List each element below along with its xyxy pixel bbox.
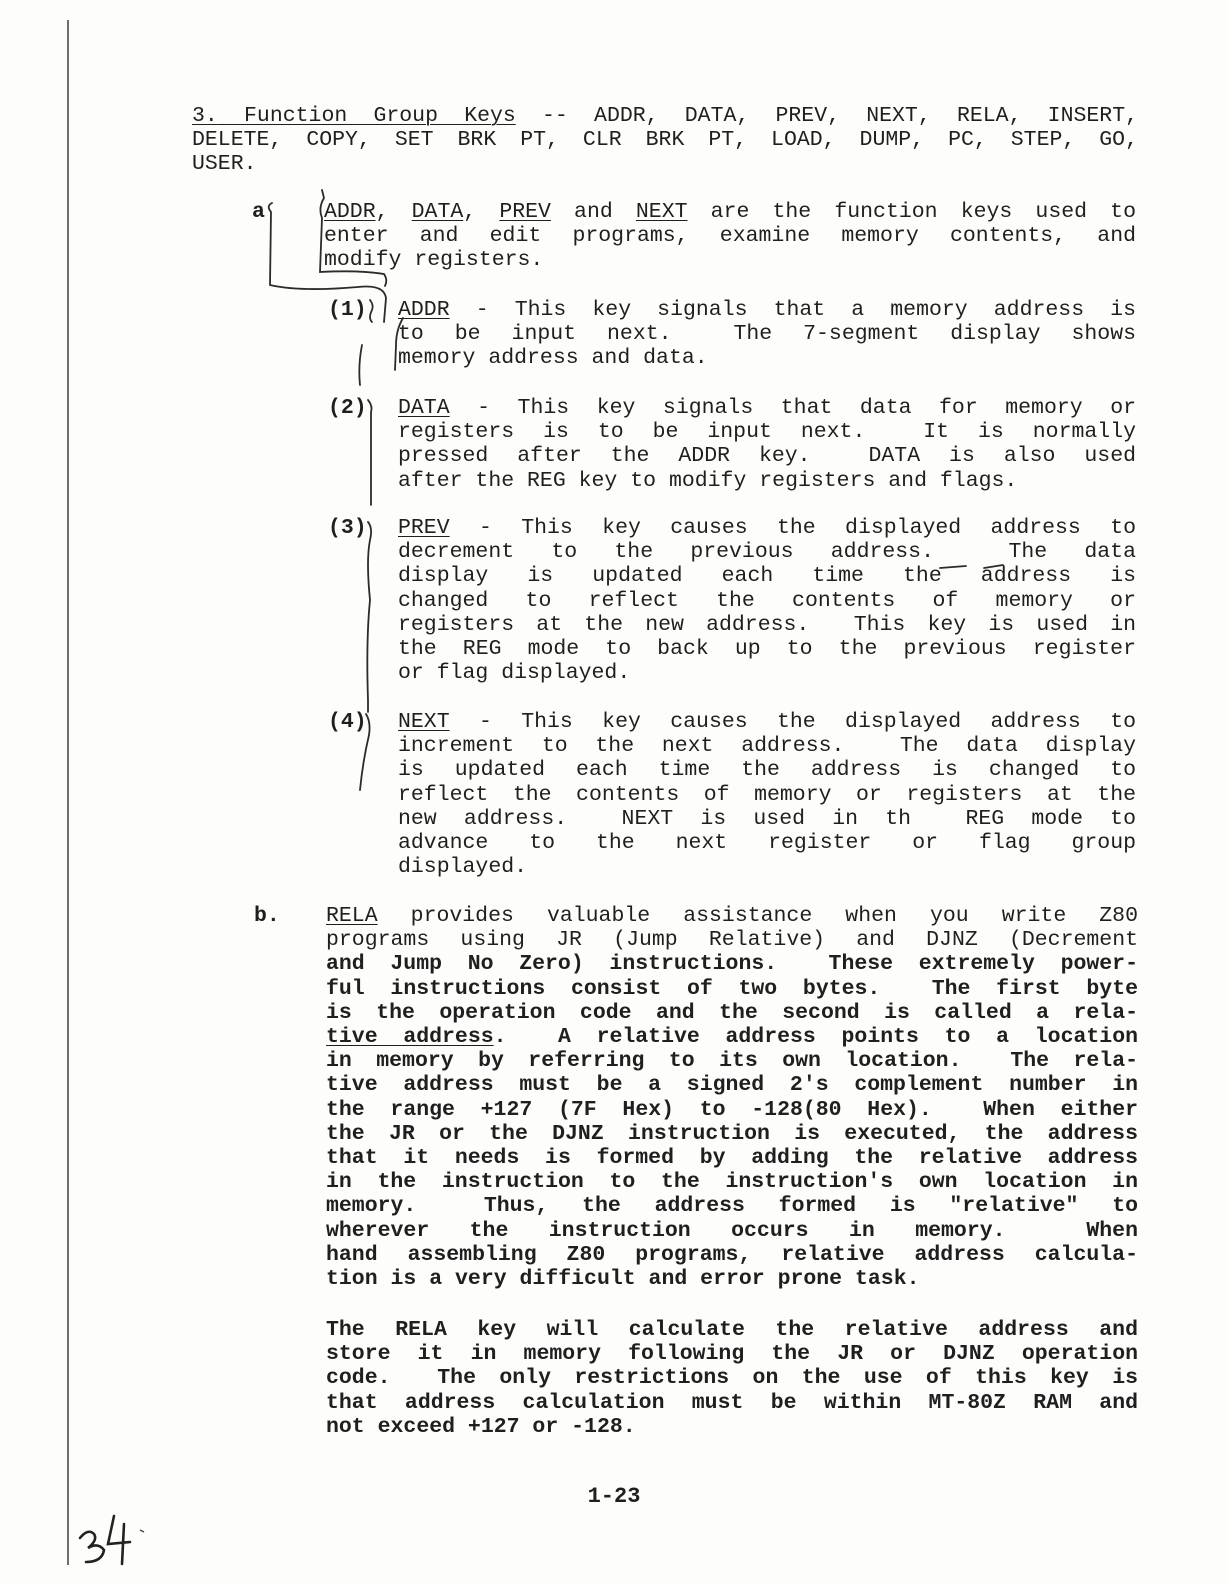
item-b-p1-line: the JR or the DJNZ instruction is executed, the address [326,1121,1138,1146]
subitem-line: reflect the contents of memory or registers at the [398,782,1136,807]
subitem-line: new address. NEXT is used in th REG mode to [398,806,1136,831]
subitem-line: memory address and data. [398,346,708,371]
underlined-key-name: RELA [326,904,378,928]
subitem-line: decrement to the previous address. The data [398,540,1136,565]
subitem-label: (3) [328,516,367,540]
subitem-line: after the REG key to modify registers and flags. [398,468,1018,493]
subitem-line: to be input next. The 7-segment display shows [398,322,1136,347]
subitem-line: is updated each time the address is changed to [398,758,1136,783]
item-b-p2-line: The RELA key will calculate the relative address and [326,1318,1138,1342]
subitem-line: changed to reflect the contents of memory or [398,588,1136,613]
section-heading-line-1 [192,104,1138,128]
subitem-line: display is updated each time the address is [398,564,1136,589]
underlined-key-name: tive address [326,1025,494,1049]
item-b-p2-line: that address calculation must be within MT-80Z RAM and [326,1390,1138,1415]
section-heading-title-text: Function Group Keys [244,104,516,128]
item-b-p1-line: RELA provides valuable assistance when you write Z80 [326,904,1138,928]
section-heading-number: 3. [192,104,218,128]
item-b-p1-line: is the operation code and the second is called a rela- [326,1000,1138,1025]
underlined-key-name: ADDR [398,298,450,322]
underlined-key-name: DATA [398,396,450,420]
item-a-label: a [252,200,265,224]
section-heading-title [218,104,516,128]
subitem-line: advance to the next register or flag group [398,831,1136,855]
item-b-p1-line: programs using JR (Jump Relative) and DJNZ (Decrement [326,928,1138,953]
item-b-p1-line: hand assembling Z80 programs, relative address calcula- [326,1242,1138,1267]
item-b-p1-line: memory. Thus, the address formed is "relative" to [326,1194,1138,1219]
subitem-line: registers at the new address. This key is used in [398,612,1136,637]
item-b-p1-line: tion is a very difficult and error prone task. [326,1267,920,1291]
subitem-line: ADDR - This key signals that a memory address is [398,298,1136,322]
bracket-2 [368,400,372,505]
item-a-line: ADDR, DATA, PREV and NEXT are the function keys used to [324,200,1136,224]
subitem-line: registers is to be input next. It is normally [398,420,1136,445]
item-b-p1-line: that it needs is formed by adding the relative address [326,1146,1138,1170]
item-b-p1-line: in memory by referring to its own location. The rela- [326,1049,1138,1074]
bracket-1-lower [359,345,362,385]
subitem-line: the REG mode to back up to the previous register [398,637,1136,661]
item-a-line: modify registers. [324,248,544,273]
underlined-key-name: DATA [411,200,464,224]
item-b-p2-line: code. The only restrictions on the use of this key is [326,1366,1138,1391]
item-b-p1-line: tive address must be a signed 2's complement number in [326,1073,1138,1098]
item-b-label: b. [254,904,280,928]
item-b-p1-line: tive address. A relative address points to a location [326,1025,1139,1049]
item-b-p1-line: the range +127 (7F Hex) to -128(80 Hex). When either [326,1097,1138,1122]
underlined-key-name: PREV [398,516,450,540]
section-heading-line-2: DELETE, COPY, SET BRK PT, CLR BRK PT, LOAD, DUMP, PC, STEP, GO, [192,128,1138,152]
subitem-label: (1) [328,298,367,322]
section-heading-key-list: -- ADDR, DATA, PREV, NEXT, RELA, INSERT, [515,104,1138,128]
underlined-key-name: NEXT [635,200,688,224]
item-b-p2-line: not exceed +127 or -128. [326,1414,636,1439]
subitem-line: DATA - This key signals that data for memory or [398,396,1136,420]
item-b-p1-line: ful instructions consist of two bytes. The first byte [326,976,1138,1001]
item-b-p2-line: store it in memory following the JR or DJNZ operation [326,1342,1138,1367]
subitem-line: increment to the next address. The data display [398,734,1136,759]
item-b-p1-line: and Jump No Zero) instructions. These extremely power- [326,952,1138,977]
subitem-line: displayed. [398,855,528,880]
item-b-p1-line: wherever the instruction occurs in memory. When [326,1218,1138,1243]
subitem-line: PREV - This key causes the displayed address to [398,516,1136,540]
item-a-line: enter and edit programs, examine memory contents, and [324,224,1136,249]
underlined-key-name: PREV [499,200,551,224]
bracket-1-top [370,300,373,322]
underlined-key-name: NEXT [398,710,450,734]
handwritten-page-note [78,1508,158,1568]
item-b-p1-line: in the instruction to the instruction's own location in [326,1170,1138,1195]
page-number: 1-23 [587,1484,641,1509]
subitem-line: NEXT - This key causes the displayed address to [398,710,1136,734]
subitem-line: or flag displayed. [398,661,631,686]
subitem-line: pressed after the ADDR key. DATA is also used [398,444,1136,469]
subitem-label: (4) [328,710,367,734]
subitem-label: (2) [328,396,367,420]
section-heading-line-3: USER. [192,152,257,176]
underlined-key-name: ADDR [324,200,376,224]
bracket-3 [367,522,371,712]
